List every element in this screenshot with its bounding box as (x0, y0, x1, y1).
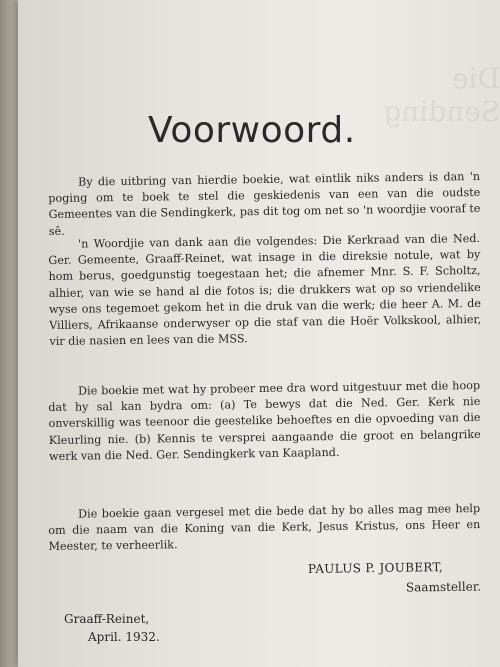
page-title: Voorwoord. (148, 110, 356, 152)
paragraph-blessing: Die boekie gaan vergesel met die bede dat hy bo alles mag mee help om die naam van die Koning van die Kerk, Jesus Kristus, ons Heer en Meester, te verheerlik. (48, 501, 481, 554)
date-line: April. 1932. (88, 630, 160, 644)
signature-name: PAULUS P. JOUBERT, (307, 560, 444, 576)
paragraph-intro: By die uitbring van hierdie boekie, wat eintlik niks anders is dan 'n poging om te boek te stel die geskiedenis van een van die oudste Gemeentes van die Sendingkerk, pas dit tog om net so 'n woordjie vooraf te sê. (48, 169, 481, 238)
book-page (18, 0, 500, 667)
paragraph-purpose: Die boekie met wat hy probeer mee dra word uitgestuur met die hoop dat hy sal kan bydra om: (a) Te bewys dat die Ned. Ger. Kerk nie onverskillig was teenoor die geestelike behoeftes en die opvoeding van die Kleurling nie. (b) Kennis te versprei aangaande die groot en belangrike werk van die Ned. Ger. Sendingkerk van Kaapland. (48, 378, 481, 463)
show-through-text: Die Sending (383, 62, 500, 128)
paragraph-thanks: 'n Woordjie van dank aan die volgendes: Die Kerkraad van die Ned. Ger. Gemeente, Graaff-Reinet, wat insage in die direksie notule, wat by hom berus, goedgunstig toegestaan het; die afnemer Mnr. S. F. Scholtz, alhier, van wie se hand al die fotos is; die drukkers wat op so vriendelike wyse ons tegemoet gekom het in die druk van die werk; die heer A. M. de Villiers, Afrikaanse onderwyser op die staf van die Hoër Volkskool, alhier, vir die nasien en lees van die MSS. (48, 231, 482, 349)
place-line: Graaff-Reinet, (64, 612, 150, 626)
signature-role: Saamsteller. (405, 579, 482, 595)
page-left-edge (0, 0, 18, 667)
